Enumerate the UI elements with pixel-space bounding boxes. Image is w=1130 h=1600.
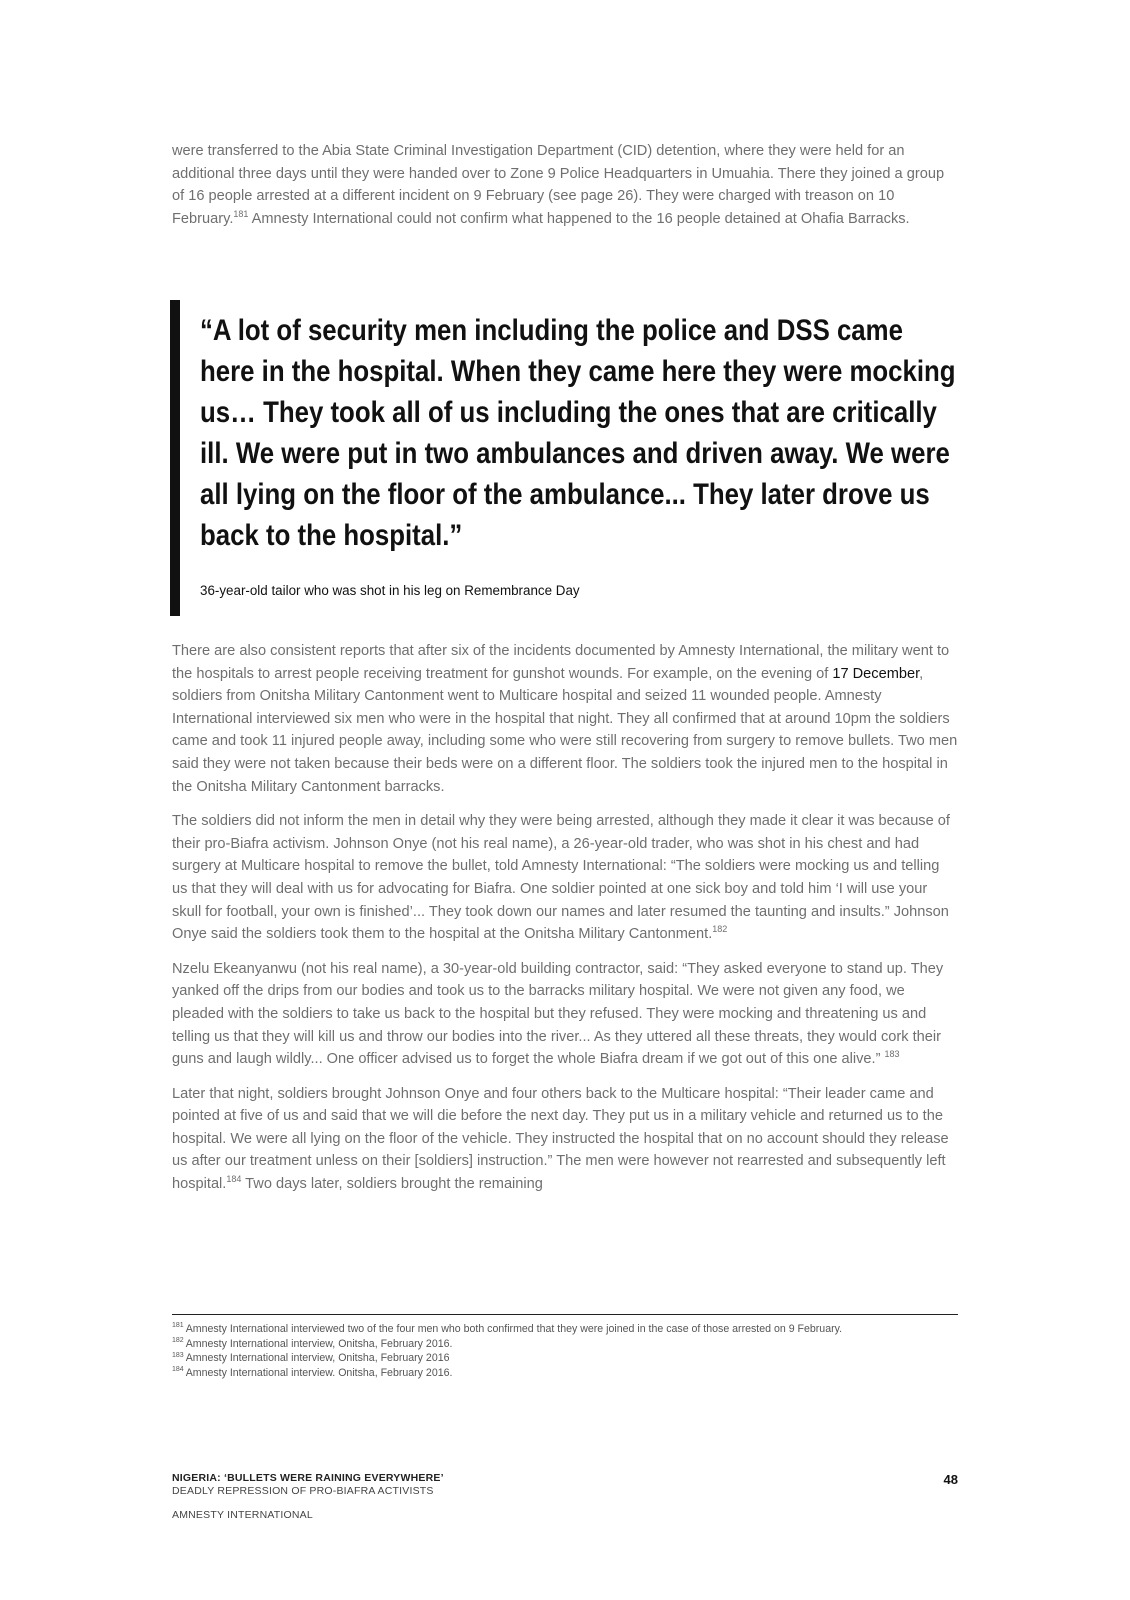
organization-name: AMNESTY INTERNATIONAL — [172, 1509, 313, 1521]
footnote-ref-181[interactable]: 181 — [233, 208, 249, 219]
paragraph-4-text: Later that night, soldiers brought Johnson Onye and four others back to the Multicare hospital: “Their leader came and pointed at five of us and said that we will die before the next day. They put us in a military vehicle and returned us to the hospital. We were all lying on the floor of the vehicle. They instructed the hospital that on no account should they release us after our treatment unless on their [soldiers] instruction.” The men were however not rearrested and subsequently left hospital. — [172, 1085, 949, 1193]
footnote-text: Amnesty International interviewed two of the four men who both confirmed that they were joined in the case of those arrested on 9 February. — [185, 1323, 843, 1335]
intro-text: were transferred to the Abia State Criminal Investigation Department (CID) detention, where they were held for an additional three days until they were handed over to Zone 9 Police Headquarters in Umuahia. There they joined a group of 16 people arrested at a different incident on 9 February (see page 26). They were charged with treason on 10 February. — [172, 143, 945, 227]
page-number: 48 — [943, 1472, 958, 1487]
main-text — [172, 640, 958, 1208]
footnotes — [172, 1322, 958, 1380]
footnote-ref-183[interactable]: 183 — [884, 1049, 900, 1060]
quote-attribution: 36-year-old tailor who was shot in his leg on Remembrance Day — [200, 583, 580, 598]
footnote-ref-182[interactable]: 182 — [712, 924, 728, 935]
paragraph-4 — [172, 1083, 958, 1196]
paragraph-1 — [172, 640, 958, 798]
footnote-182 — [172, 1337, 958, 1352]
paragraph-3-text: Nzelu Ekeanyanwu (not his real name), a 30-year-old building contractor, said: “They asked everyone to stand up. They yanked off the drips from our bodies and took us to the barracks military hospital. We were not given any food, we pleaded with the soldiers to take us back to the hospital but they refused. They were mocking and threatening us and telling us that they will kill us and throw our bodies into the river... As they uttered all these threats, they would cork their guns and laugh wildly... One officer advised us to forget the whole Biafra dream if we got out of this one alive.” — [172, 960, 944, 1068]
report-title: NIGERIA: ‘BULLETS WERE RAINING EVERYWHERE’ — [172, 1472, 444, 1484]
footnote-number: 181 — [172, 1322, 184, 1330]
page-footer — [172, 1472, 958, 1521]
pull-quote — [170, 300, 960, 616]
report-subtitle: DEADLY REPRESSION OF PRO-BIAFRA ACTIVISTS — [172, 1485, 434, 1497]
footnote-number: 183 — [172, 1351, 184, 1359]
paragraph-1-text-b: , soldiers from Onitsha Military Cantonment went to Multicare hospital and seized 11 wounded people. Amnesty International interviewed six men who were in the hospital that night. They all confirmed that at around 10pm the soldiers came and took 11 injured people away, including some who were still recovering from surgery to remove bullets. Two men said they were not taken because their beds were on a different floor. The soldiers took the injured men to the hospital in the Onitsha Military Cantonment barracks. — [172, 665, 958, 795]
paragraph-3 — [172, 958, 958, 1071]
footnote-divider — [172, 1314, 958, 1315]
paragraph-4-text-b: Two days later, soldiers brought the remaining — [241, 1176, 543, 1193]
footnote-text: Amnesty International interview, Onitsha, February 2016 — [185, 1352, 450, 1365]
footnote-184 — [172, 1366, 958, 1381]
footnote-text: Amnesty International interview. Onitsha, February 2016. — [185, 1366, 453, 1379]
paragraph-2 — [172, 810, 958, 946]
paragraph-2-text: The soldiers did not inform the men in detail why they were being arrested, although they made it clear it was because of their pro-Biafra activism. Johnson Onye (not his real name), a 26-year-old trader, who was shot in his chest and had surgery at Multicare hospital to remove the bullet, told Amnesty International: “The soldiers were mocking us and telling us that they will deal with us for advocating for Biafra. One soldier pointed at one sick boy and told him ‘I will use your skull for football, your own is finished’... They took down our names and later resumed the taunting and insults.” Johnson Onye said the soldiers took them to the hospital at the Onitsha Military Cantonment. — [172, 813, 950, 943]
footnote-183 — [172, 1351, 958, 1366]
footnote-ref-184[interactable]: 184 — [226, 1174, 242, 1185]
intro-text-after: Amnesty International could not confirm what happened to the 16 people detained at Ohafia Barracks. — [248, 210, 910, 227]
footnote-number: 182 — [172, 1337, 184, 1345]
intro-paragraph — [172, 140, 958, 242]
footnote-text: Amnesty International interview, Onitsha, February 2016. — [185, 1337, 453, 1350]
quote-text: “A lot of security men including the police and DSS came here in the hospital. When they came here they were mocking us… They took all of us including the ones that are critically ill. We were put in two ambulances and driven away. We were all lying on the floor of the ambulance... They later drove us back to the hospital.” — [200, 314, 956, 552]
footnote-181 — [172, 1322, 958, 1337]
date-highlight: 17 December — [832, 665, 920, 682]
quote-bar — [170, 300, 180, 616]
footnote-number: 184 — [172, 1366, 184, 1374]
paragraph-1-text-a: There are also consistent reports that after six of the incidents documented by Amnesty International, the military went to the hospitals to arrest people receiving treatment for gunshot wounds. For example, on the evening of — [172, 643, 950, 682]
